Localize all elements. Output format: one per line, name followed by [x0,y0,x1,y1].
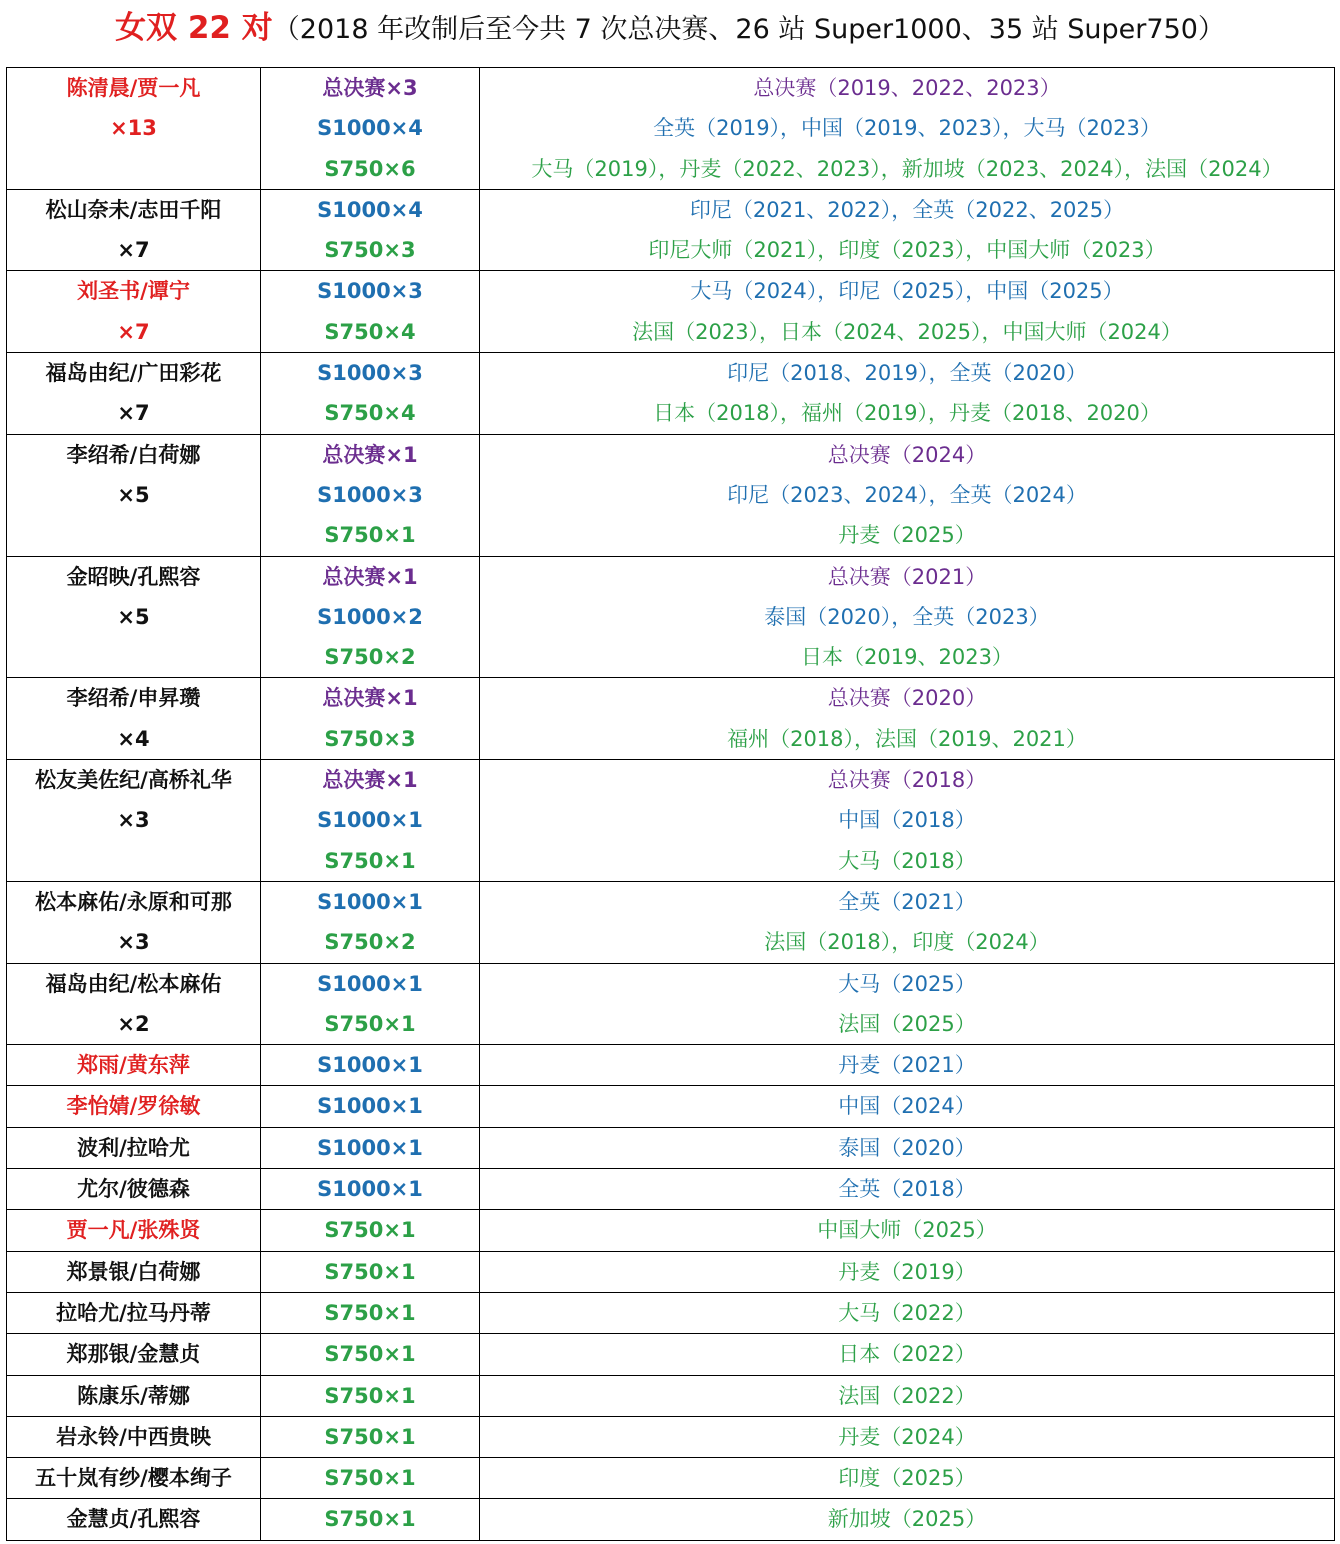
table-row [7,1127,1335,1168]
level-cell [261,1127,480,1168]
detail-cell [480,271,1335,353]
pair-title-count: ×13 [110,116,157,141]
pair-cell [7,353,261,435]
level-cell [261,353,480,435]
detail-cell [480,963,1335,1045]
pair-name: 尤尔/彼德森 [77,1177,190,1202]
pair-cell [7,963,261,1045]
pair-cell [7,678,261,760]
pair-cell [7,1045,261,1086]
tournament-detail: 中国（2018） [838,808,976,833]
tournament-detail: 新加坡（2025） [827,1507,987,1532]
level-label: S750×1 [324,1466,416,1491]
pair-title-count: ×5 [117,482,150,507]
table-row [7,678,1335,760]
table-row [7,1416,1335,1457]
level-label: S1000×4 [317,197,423,222]
page-title [0,6,1340,55]
level-cell [261,760,480,882]
level-label: S750×4 [324,401,416,426]
pair-title-count: ×4 [117,726,150,751]
tournament-detail: 法国（2025） [838,1011,976,1036]
pair-cell [7,1499,261,1540]
level-cell [261,1499,480,1540]
detail-cell [480,1251,1335,1292]
pair-name: 福岛由纪/广田彩花 [45,361,222,386]
pair-title-count: ×5 [117,604,150,629]
pair-name: 贾一凡/张殊贤 [66,1218,201,1243]
detail-cell [480,189,1335,271]
tournament-detail: 印尼（2023、2024），全英（2024） [727,482,1087,507]
level-label: S750×1 [324,848,416,873]
detail-cell [480,556,1335,678]
pair-cell [7,881,261,963]
pair-title-count: ×7 [117,319,150,344]
level-cell [261,556,480,678]
tournament-detail: 印尼（2021、2022），全英（2022、2025） [689,197,1125,222]
level-label: S1000×1 [317,971,423,996]
detail-cell [480,1169,1335,1210]
table-row [7,1169,1335,1210]
table-row [7,1375,1335,1416]
detail-cell [480,1334,1335,1375]
tournament-detail: 丹麦（2025） [838,523,976,548]
level-label: S750×1 [324,1383,416,1408]
pair-cell [7,556,261,678]
tournament-detail: 日本（2022） [838,1342,976,1367]
tournament-detail: 法国（2018），印度（2024） [764,930,1050,955]
level-cell [261,271,480,353]
pair-name: 波利/拉哈尤 [77,1135,190,1160]
pair-name: 金昭映/孔熙容 [66,564,201,589]
pair-cell [7,68,261,190]
tournament-detail: 丹麦（2024） [838,1424,976,1449]
table-row [7,556,1335,678]
detail-cell [480,1292,1335,1333]
level-label: 总决赛×1 [322,564,418,589]
level-cell [261,678,480,760]
level-cell [261,434,480,556]
pair-cell [7,1210,261,1251]
level-cell [261,1045,480,1086]
detail-cell [480,760,1335,882]
table-row [7,1499,1335,1540]
tournament-detail: 印尼（2018、2019），全英（2020） [727,361,1087,386]
pair-name: 郑雨/黄东萍 [77,1053,190,1078]
level-cell [261,68,480,190]
title-subtitle: （2018 年改制后至今共 7 次总决赛、26 站 Super1000、35 站 Super750） [272,14,1225,45]
table-row [7,68,1335,190]
tournament-detail: 总决赛（2019、2022、2023） [753,76,1061,100]
table-row [7,1334,1335,1375]
pair-name: 郑景银/白荷娜 [66,1259,201,1284]
level-label: 总决赛×1 [322,442,418,467]
pair-title-count: ×7 [117,238,150,263]
pair-name: 松友美佐纪/高桥礼华 [35,768,232,793]
level-cell [261,1292,480,1333]
pair-cell [7,1292,261,1333]
detail-cell [480,1086,1335,1127]
detail-cell [480,353,1335,435]
table-row [7,434,1335,556]
pair-cell [7,1375,261,1416]
tournament-detail: 印尼大师（2021），印度（2023），中国大师（2023） [648,238,1166,263]
table-row [7,760,1335,882]
level-label: S750×1 [324,1300,416,1325]
level-cell [261,1334,480,1375]
tournament-detail: 全英（2021） [838,889,976,914]
level-label: S1000×1 [317,1135,423,1160]
pair-name: 五十岚有纱/樱本绚子 [35,1466,232,1491]
tournament-detail: 总决赛（2021） [827,564,987,589]
table-row [7,1210,1335,1251]
pair-cell [7,189,261,271]
level-label: S1000×3 [317,361,423,386]
level-label: 总决赛×1 [322,686,418,711]
tournament-detail: 印度（2025） [838,1466,976,1491]
table-row [7,1458,1335,1499]
level-label: S750×2 [324,930,416,955]
tournament-detail: 泰国（2020） [838,1135,976,1160]
level-label: S750×4 [324,319,416,344]
titles-table [6,67,1335,1541]
level-label: S750×3 [324,726,416,751]
level-label: S750×1 [324,1342,416,1367]
level-label: S750×1 [324,1424,416,1449]
level-label: S1000×3 [317,482,423,507]
pair-cell [7,1086,261,1127]
level-cell [261,1086,480,1127]
table-row [7,881,1335,963]
level-label: S1000×1 [317,889,423,914]
detail-cell [480,1045,1335,1086]
pair-cell [7,1458,261,1499]
tournament-detail: 中国大师（2025） [817,1218,997,1243]
tournament-detail: 大马（2022） [838,1300,976,1325]
pair-cell [7,1127,261,1168]
titles-table-body [7,68,1335,1541]
level-label: S750×1 [324,1507,416,1532]
tournament-detail: 泰国（2020），全英（2023） [764,604,1050,629]
pair-name: 福岛由纪/松本麻佑 [45,971,222,996]
pair-cell [7,760,261,882]
pair-name: 松本麻佑/永原和可那 [35,889,232,914]
pair-name: 岩永铃/中西贵映 [56,1424,211,1449]
pair-title-count: ×7 [117,401,150,426]
tournament-detail: 丹麦（2021） [838,1053,976,1078]
table-row [7,1251,1335,1292]
level-cell [261,1169,480,1210]
tournament-detail: 日本（2018），福州（2019），丹麦（2018、2020） [653,401,1161,426]
pair-name: 陈康乐/蒂娜 [77,1383,190,1408]
detail-cell [480,434,1335,556]
level-label: S750×6 [324,156,416,181]
tournament-detail: 总决赛（2018） [827,768,987,793]
tournament-detail: 法国（2022） [838,1383,976,1408]
pair-cell [7,271,261,353]
tournament-detail: 全英（2019），中国（2019、2023），大马（2023） [653,116,1161,141]
level-cell [261,189,480,271]
level-label: S1000×1 [317,1177,423,1202]
tournament-detail: 总决赛（2020） [827,686,987,711]
table-row [7,963,1335,1045]
level-cell [261,1416,480,1457]
title-main: 女双 22 对 [115,10,273,46]
level-label: S1000×1 [317,1094,423,1119]
level-label: S1000×1 [317,808,423,833]
level-label: S750×1 [324,523,416,548]
table-row [7,1045,1335,1086]
pair-name: 李绍希/白荷娜 [66,442,201,467]
detail-cell [480,1499,1335,1540]
tournament-detail: 中国（2024） [838,1094,976,1119]
tournament-detail: 大马（2018） [838,848,976,873]
tournament-detail: 全英（2018） [838,1177,976,1202]
pair-name: 李怡婧/罗徐敏 [66,1094,201,1119]
pair-cell [7,434,261,556]
tournament-detail: 福州（2018），法国（2019、2021） [727,726,1087,751]
table-row [7,271,1335,353]
tournament-detail: 日本（2019、2023） [801,645,1013,670]
detail-cell [480,1416,1335,1457]
pair-name: 李绍希/申昇瓒 [66,686,201,711]
level-cell [261,963,480,1045]
pair-title-count: ×3 [117,808,150,833]
pair-name: 拉哈尤/拉马丹蒂 [56,1300,211,1325]
detail-cell [480,1127,1335,1168]
level-label: S1000×4 [317,116,423,141]
level-label: S750×1 [324,1259,416,1284]
level-label: 总决赛×1 [322,768,418,793]
pair-cell [7,1169,261,1210]
level-cell [261,881,480,963]
level-label: S1000×2 [317,604,423,629]
detail-cell [480,1375,1335,1416]
level-label: S750×3 [324,238,416,263]
pair-name: 刘圣书/谭宁 [77,279,190,304]
pair-cell [7,1334,261,1375]
pair-name: 松山奈未/志田千阳 [45,197,222,222]
pair-name: 金慧贞/孔熙容 [66,1507,201,1532]
pair-cell [7,1416,261,1457]
tournament-detail: 丹麦（2019） [838,1259,976,1284]
tournament-detail: 大马（2024），印尼（2025），中国（2025） [690,279,1124,304]
level-label: S750×1 [324,1011,416,1036]
level-label: S750×1 [324,1218,416,1243]
pair-name: 郑那银/金慧贞 [66,1342,201,1367]
detail-cell [480,881,1335,963]
tournament-detail: 法国（2023），日本（2024、2025），中国大师（2024） [632,319,1182,344]
level-cell [261,1375,480,1416]
detail-cell [480,68,1335,190]
level-label: 总决赛×3 [322,76,418,100]
tournament-detail: 大马（2025） [838,971,976,996]
pair-cell [7,1251,261,1292]
level-cell [261,1251,480,1292]
level-cell [261,1458,480,1499]
tournament-detail: 大马（2019），丹麦（2022、2023），新加坡（2023、2024），法国（2024） [531,156,1283,181]
detail-cell [480,1210,1335,1251]
detail-cell [480,1458,1335,1499]
detail-cell [480,678,1335,760]
level-cell [261,1210,480,1251]
table-row [7,189,1335,271]
table-row [7,1086,1335,1127]
table-row [7,353,1335,435]
level-label: S1000×1 [317,1053,423,1078]
level-label: S1000×3 [317,279,423,304]
table-row [7,1292,1335,1333]
pair-title-count: ×3 [117,930,150,955]
pair-name: 陈清晨/贾一凡 [66,76,201,100]
pair-title-count: ×2 [117,1011,150,1036]
tournament-detail: 总决赛（2024） [827,442,987,467]
level-label: S750×2 [324,645,416,670]
